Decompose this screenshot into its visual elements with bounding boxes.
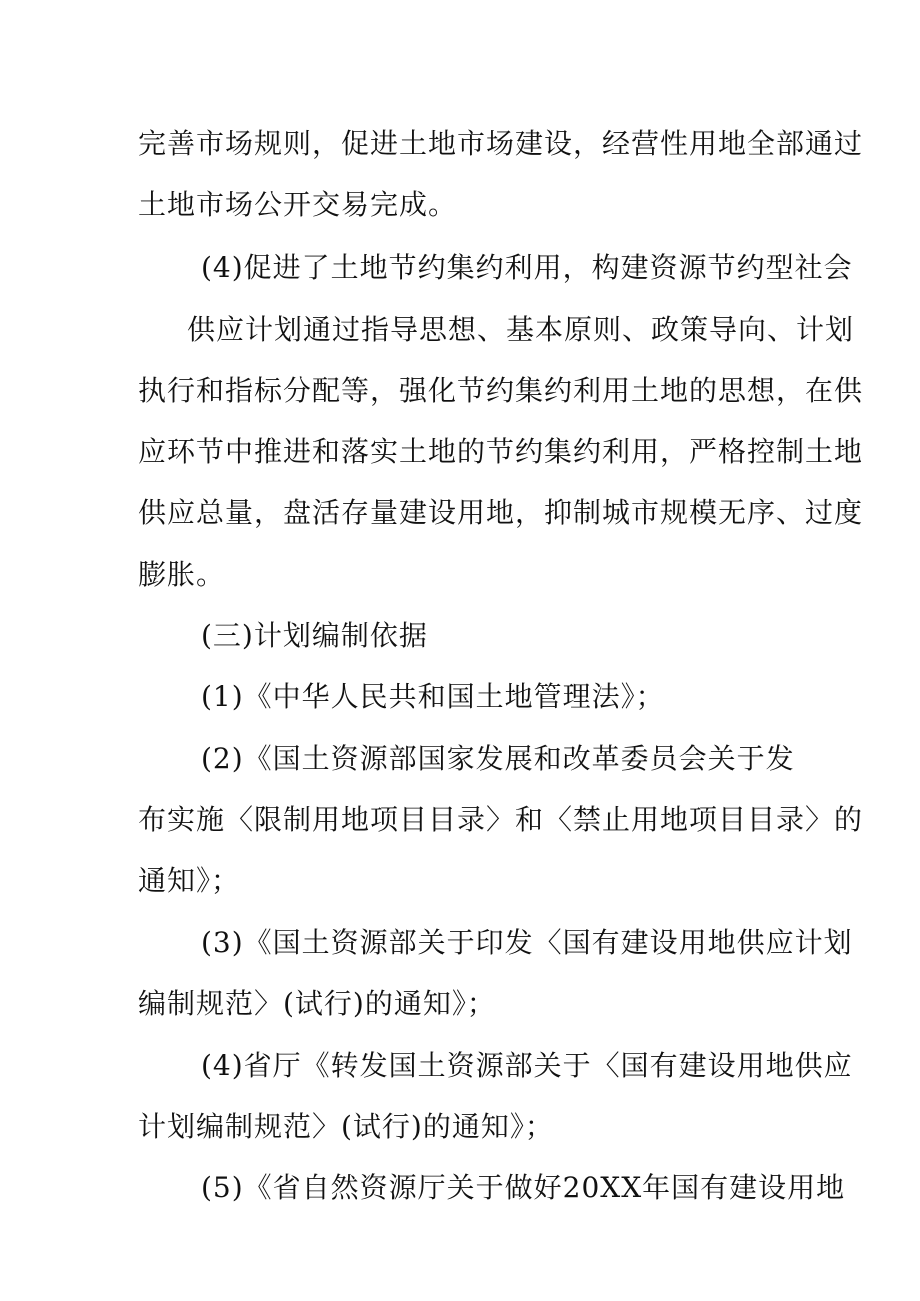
list-item: (4)省厅《转发国土资源部关于〈国有建设用地供应 [201, 1049, 853, 1082]
section-heading: (三)计划编制依据 [201, 619, 428, 652]
text-line: 供应总量，盘活存量建设用地，抑制城市规模无序、过度 [138, 496, 864, 529]
list-item: (2)《国土资源部国家发展和改革委员会关于发 [201, 742, 795, 775]
section-heading: (4)促进了土地节约集约利用，构建资源节约型社会 [201, 251, 853, 284]
text-line: 土地市场公开交易完成。 [138, 188, 458, 221]
text-line: 通知》； [138, 864, 241, 897]
list-item: (3)《国土资源部关于印发〈国有建设用地供应计划 [201, 926, 853, 959]
text-line: 膨胀。 [138, 558, 226, 591]
list-item: (1)《中华人民共和国土地管理法》； [201, 680, 665, 713]
text-line: 编制规范〉(试行)的通知》； [138, 987, 496, 1020]
list-item: (5)《省自然资源厅关于做好20XX年国有建设用地 [201, 1171, 846, 1204]
text-line: 应环节中推进和落实土地的节约集约利用，严格控制土地 [138, 435, 864, 468]
text-line: 执行和指标分配等，强化节约集约利用土地的思想，在供 [138, 374, 864, 407]
text-line: 完善市场规则，促进土地市场建设，经营性用地全部通过 [138, 127, 864, 160]
text-line: 计划编制规范〉(试行)的通知》； [138, 1110, 554, 1143]
text-line: 供应计划通过指导思想、基本原则、政策导向、计划 [187, 313, 855, 346]
text-line: 布实施〈限制用地项目目录〉和〈禁止用地项目目录〉的 [138, 803, 864, 836]
